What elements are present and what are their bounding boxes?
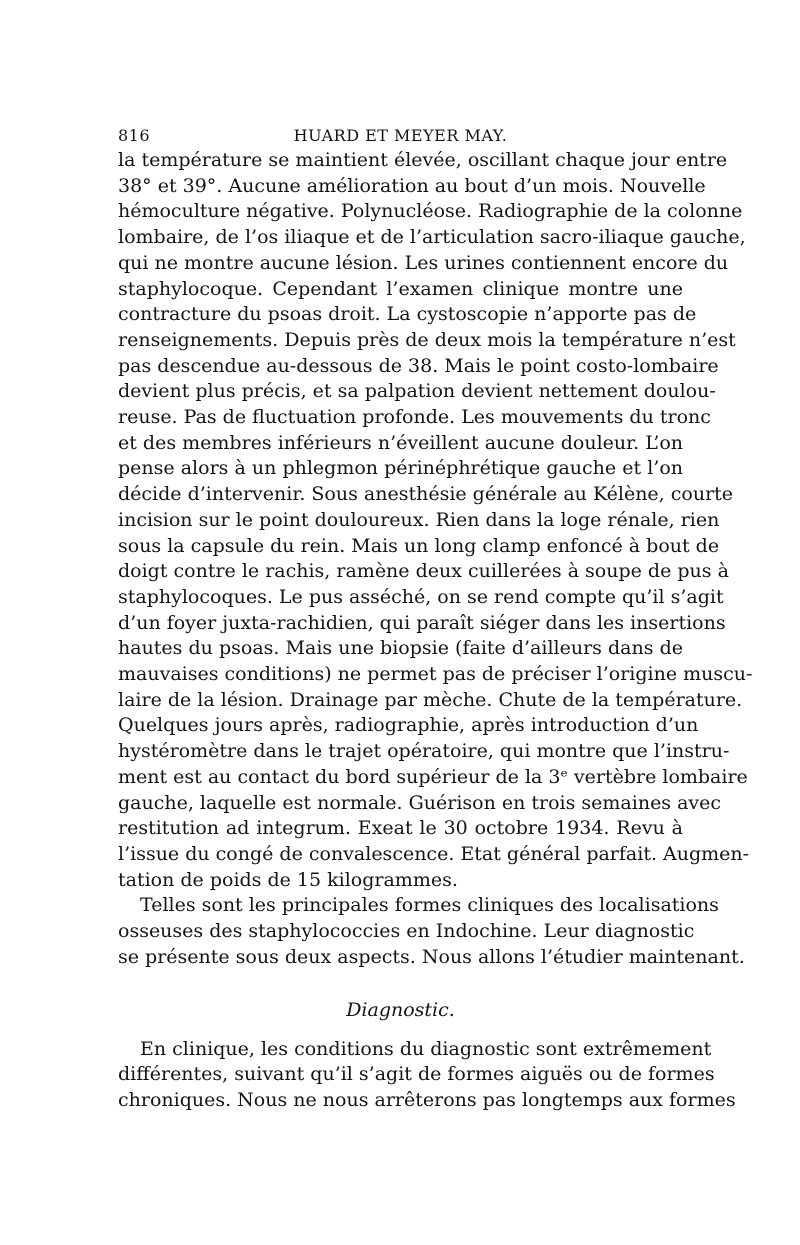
text-line: restitution ad integrum. Exeat le 30 octobre 1934. Revu à	[118, 817, 683, 840]
text-line: sous la capsule du rein. Mais un long clamp enfoncé à bout de	[118, 534, 720, 557]
section-heading: Diagnostic.	[346, 998, 455, 1021]
text-line: mauvaises conditions) ne permet pas de préciser l’origine muscu-	[118, 663, 753, 686]
paragraph-diagnostic	[118, 1037, 736, 1114]
text-line: l’issue du congé de convalescence. Etat général parfait. Augmen-	[118, 842, 750, 865]
running-title: HUARD ET MEYER MAY.	[293, 126, 508, 145]
text-line: hémoculture négative. Polynucléose. Radiographie de la colonne	[118, 200, 743, 223]
text-line: se présente sous deux aspects. Nous allons l’étudier maintenant.	[118, 945, 745, 968]
text-line: En clinique, les conditions du diagnostic sont extrêmement	[140, 1037, 712, 1060]
text-line: qui ne montre aucune lésion. Les urines contiennent encore du	[118, 251, 729, 274]
text-line: staphylocoques. Le pus asséché, on se rend compte qu’il s’agit	[118, 585, 724, 608]
text-line: Quelques jours après, radiographie, après introduction d’un	[118, 714, 699, 737]
text-line: et des membres inférieurs n’éveillent aucune douleur. L’on	[118, 431, 683, 454]
text-line: gauche, laquelle est normale. Guérison en trois semaines avec	[118, 791, 722, 814]
text-line: staphylocoque. Cependant l’examen clinique montre une	[118, 277, 683, 300]
text-line: hautes du psoas. Mais une biopsie (faite d’ailleurs dans de	[118, 637, 683, 660]
text-line: pense alors à un phlegmon périnéphrétique gauche et l’on	[118, 457, 683, 480]
text-line: 38° et 39°. Aucune amélioration au bout d’un mois. Nouvelle	[118, 174, 706, 197]
text-line: tation de poids de 15 kilogrammes.	[118, 868, 458, 891]
document-page	[118, 118, 753, 1114]
text-line: doigt contre le rachis, ramène deux cuillerées à soupe de pus à	[118, 560, 729, 583]
text-line: décide d’intervenir. Sous anesthésie générale au Kélène, courte	[118, 483, 734, 506]
page-number: 816	[118, 126, 151, 145]
text-line: devient plus précis, et sa palpation devient nettement doulou-	[118, 380, 716, 403]
running-header	[118, 118, 683, 148]
text-line: contracture du psoas droit. La cystoscopie n’apporte pas de	[118, 303, 697, 326]
text-line: la température se maintient élevée, oscillant chaque jour entre	[118, 149, 728, 171]
text-line: lombaire, de l’os iliaque et de l’articulation sacro-iliaque gauche,	[118, 226, 746, 249]
text-line: incision sur le point douloureux. Rien dans la loge rénale, rien	[118, 508, 720, 531]
text-line: pas descendue au-dessous de 38. Mais le point costo-lombaire	[118, 354, 719, 377]
text-line: différentes, suivant qu’il s’agit de formes aiguës ou de formes	[118, 1063, 715, 1086]
text-line: chroniques. Nous ne nous arrêterons pas longtemps aux formes	[118, 1088, 736, 1111]
paragraph-summary	[118, 893, 745, 970]
text-line: renseignements. Depuis près de deux mois la température n’est	[118, 328, 736, 351]
text-line: ment est au contact du bord supérieur de la 3ᵉ vertèbre lombaire	[118, 765, 748, 788]
paragraph-case-report	[118, 148, 753, 893]
text-line: reuse. Pas de fluctuation profonde. Les mouvements du tronc	[118, 406, 711, 429]
text-line: d’un foyer juxta-rachidien, qui paraît siéger dans les insertions	[118, 611, 726, 634]
text-line: hystéromètre dans le trajet opératoire, qui montre que l’instru-	[118, 740, 730, 763]
text-line: laire de la lésion. Drainage par mèche. Chute de la température.	[118, 688, 743, 711]
text-line: osseuses des staphylococcies en Indochine. Leur diagnostic	[118, 920, 695, 943]
text-line: Telles sont les principales formes cliniques des localisations	[140, 894, 719, 917]
